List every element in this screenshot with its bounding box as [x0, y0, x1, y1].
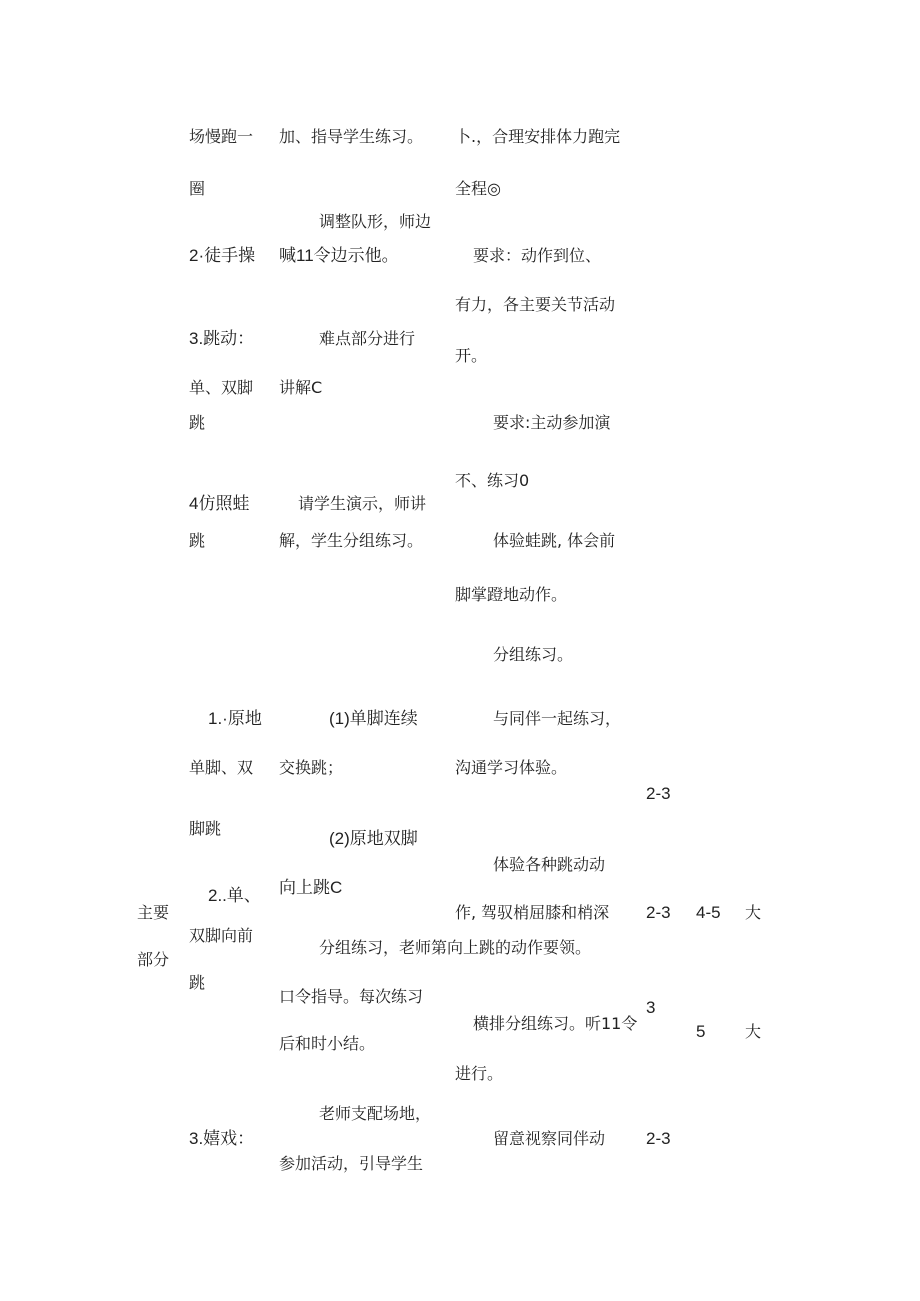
teacher-line: 老师支配场地， — [319, 1104, 432, 1123]
content-line: 跳 — [189, 531, 206, 550]
intensity-value: 大 — [745, 1022, 762, 1041]
student-line: 横排分组练习。听11令 — [473, 1014, 638, 1033]
student-line: 体验蛙跳, 体会前 — [493, 531, 616, 550]
intensity-value: 大 — [745, 903, 762, 922]
student-line: 与同伴一起练习， — [493, 709, 622, 728]
teacher-line: 难点部分进行 — [319, 329, 416, 348]
teacher-line: 喊11令边示他。 — [279, 246, 399, 265]
teacher-line: 交换跳； — [279, 758, 344, 777]
student-line: 卜.，合理安排体力跑完 — [455, 127, 621, 146]
content-line: 单脚、双 — [189, 758, 254, 777]
content-line: 跳 — [189, 973, 206, 992]
student-line: 要求：动作到位、 — [473, 246, 602, 265]
minutes-value: 5 — [696, 1022, 706, 1041]
teacher-line: 加、指导学生练习。 — [279, 127, 424, 146]
content-line: 单、双脚 — [189, 378, 254, 397]
content-line: 2·徒手操 — [189, 246, 256, 265]
teacher-line: 后和时小结。 — [279, 1034, 376, 1053]
teacher-line: (2)原地双脚 — [329, 829, 418, 848]
student-line: 沟通学习体验。 — [455, 758, 568, 777]
section-label: 主要 — [137, 903, 170, 922]
content-line: 3.嬉戏： — [189, 1129, 255, 1148]
content-line: 2..单、 — [208, 886, 261, 905]
student-line: 留意视察同伴动 — [493, 1129, 606, 1148]
teacher-line: 参加活动，引导学生 — [279, 1154, 424, 1173]
content-line: 跳 — [189, 413, 206, 432]
teacher-line: 口令指导。每次练习 — [279, 987, 424, 1006]
teacher-line: (1)单脚连续 — [329, 709, 418, 728]
student-line: 脚掌蹬地动作。 — [455, 585, 568, 604]
student-line: 体验各种跳动动 — [493, 855, 606, 874]
teacher-line: 调整队形，师边 — [319, 212, 432, 231]
student-line: 不、练习0 — [455, 471, 530, 490]
teacher-line: 分组练习，老师第向上跳的动作要领。 — [319, 938, 592, 957]
teacher-line: 向上跳C — [279, 878, 343, 897]
teacher-line: 讲解C — [279, 378, 323, 397]
student-line: 开。 — [455, 346, 488, 365]
student-line: 进行。 — [455, 1064, 504, 1083]
times-value: 2-3 — [646, 784, 671, 803]
content-line: 圈 — [189, 179, 206, 198]
student-line: 作, 驾驭梢屈膝和梢深 — [455, 903, 610, 922]
content-line: 3.跳动： — [189, 329, 255, 348]
content-line: 1.·原地 — [208, 709, 262, 728]
student-line: 有力，各主要关节活动 — [455, 295, 616, 314]
minutes-value: 4-5 — [696, 903, 721, 922]
student-line: 全程◎ — [455, 179, 501, 198]
teacher-line: 解，学生分组练习。 — [279, 531, 424, 550]
content-line: 双脚向前 — [189, 926, 254, 945]
teacher-line: 请学生演示，师讲 — [298, 494, 427, 513]
content-line: 脚跳 — [189, 819, 222, 838]
times-value: 2-3 — [646, 903, 671, 922]
times-value: 2-3 — [646, 1129, 671, 1148]
content-line: 场慢跑一 — [189, 127, 254, 146]
section-label: 部分 — [137, 950, 170, 969]
student-line: 要求:主动参加演 — [493, 413, 611, 432]
student-line: 分组练习。 — [493, 645, 574, 664]
content-line: 4仿照蛙 — [189, 494, 250, 513]
times-value: 3 — [646, 998, 656, 1017]
